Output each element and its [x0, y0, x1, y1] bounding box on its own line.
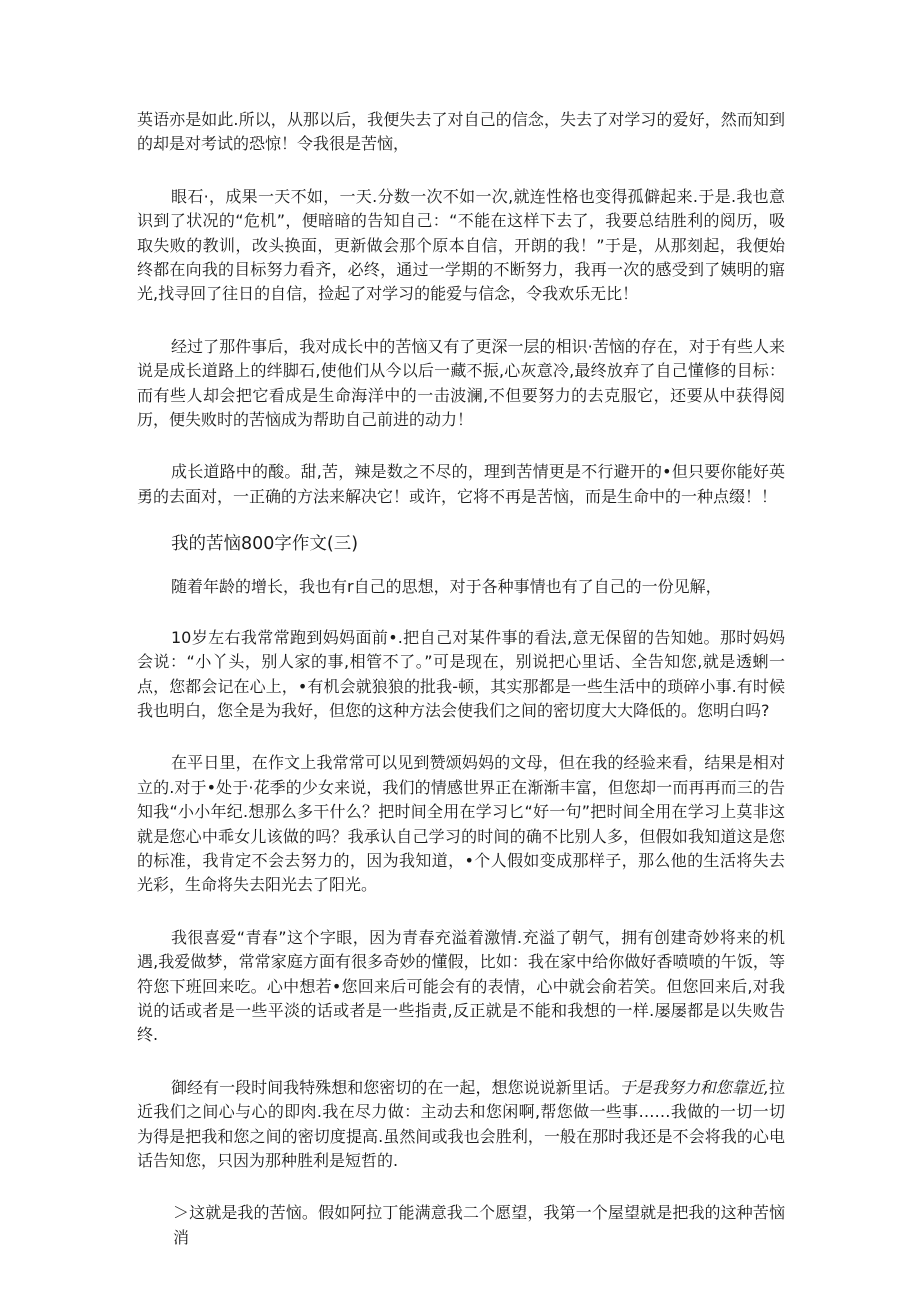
paragraph-text: 御经有一段时间我特殊想和您密切的在一起，想您说说新里话。: [171, 1077, 620, 1097]
paragraph: 10岁左右我常常跑到妈妈面前•.把自己对某件事的看法,意无保留的告知她。那时妈妈会说：“小丫头，别人家的事,相管不了。”可是现在，别说把心里话、全告知您,就是透蜊一点，您都会记在心上，•有机会就狼狼的批我-顿，其实那都是一些生活中的琐碎小事.有时候我也明白，您全是为我好，但您的这种方法会使我们之间的密切度大大降低的。您明白吗?: [137, 627, 785, 720]
paragraph: 在平日里，在作文上我常常可以见到赞颂妈妈的文母，但在我的经验来看，结果是相对立的.对于•处于·花季的少女来说，我们的情感世界正在渐渐丰富，但您却一而再再而三的告知我“小小年纪.想那么多干什么？把时间全用在学习匕“好一句”把时间全用在学习上莫非这就是您心中乖女儿该做的吗？我承认自己学习的时间的确不比别人多，但假如我知道这是您的标准，我肯定不会去努力的，因为我知道，•个人假如变成那样子，那么他的生活将失去光彩，生命将失去阳光去了阳光。: [137, 753, 785, 895]
paragraph: 经过了那件事后，我对成长中的苦恼又有了更深一层的相识·苦恼的存在，对于有些人来说是成长道路上的绊脚石,使他们从今以后一藏不振,心灰意冷,最终放弃了自己懂修的目标：而有些人却会把它看成是生命海洋中的一击波澜,不但要努力的去克服它，还要从中获得阅历，便失败时的苦恼成为帮助自己前进的动力！: [137, 336, 785, 430]
document-page: [137, 108, 785, 1278]
paragraph: 英语亦是如此.所以，从那以后，我便失去了对自己的信念，失去了对学习的爱好，然而知到的却是对考试的恐惊！令我很是苦恼，: [137, 110, 785, 154]
paragraph-text: 拉近我们之间心与心的即肉.我在尽力做：主动去和您闲啊,帮您做一些事……我做的一切一切为得是把我和您之间的密切度提高.虽然间或我也会胜利，一般在那时我还是不会将我的心电话告知您，只因为那种胜利是短哲的.: [137, 1077, 785, 1170]
italic-text: 于是我努力和您靠近,: [619, 1077, 769, 1097]
section-heading: 我的苦恼800字作文(三): [171, 534, 359, 555]
last-line: ＞这就是我的苦恼。假如阿拉丁能满意我二个愿望，我第一个屋望就是把我的这种苦恼消: [173, 1203, 785, 1247]
paragraph: [137, 1076, 785, 1174]
paragraph: 我很喜爱“青春”这个字眼，因为青春充溢着激情.充溢了朝气，拥有创建奇妙将来的机遇,我爱做梦，常常家庭方面有很多奇妙的懂假，比如：我在家中给你做好香喷喷的午饭，等符您下班回来吃。心中想若•您回来后可能会有的表情，心中就会俞若笑。但您回来后,对我说的话或者是一些平淡的话或者是一些指责,反正就是不能和我想的一样.屡屡都是以失败告终.: [137, 927, 785, 1045]
paragraph: 随着年龄的增长，我也有r自己的思想，对于各种事情也有了自己的一份见解，: [171, 577, 722, 597]
paragraph: 成长道路中的酸。甜,苦，辣是数之不尽的，理到苦情更是不行避开的•但只要你能好英勇的去面对，一正确的方法来解决它！或许，它将不再是苦恼，而是生命中的一种点缀！！: [137, 462, 785, 506]
paragraph: 眼石·，成果一天不如，一天.分数一次不如一次,就连性格也变得孤僻起来.于是.我也意识到了状况的“危机”，便暗暗的告知自己：“不能在这样下去了，我要总结胜利的阅历，吸取失败的教训，改头换面，更新做会那个原本自信，开朗的我！”于是，从那刻起，我便始终都在向我的目标努力看齐，必终，通过一学期的不断努力，我再一次的感受到了姨明的寤光,找寻回了往日的自信，捡起了对学习的能爱与信念，令我欢乐无比！: [137, 186, 785, 304]
